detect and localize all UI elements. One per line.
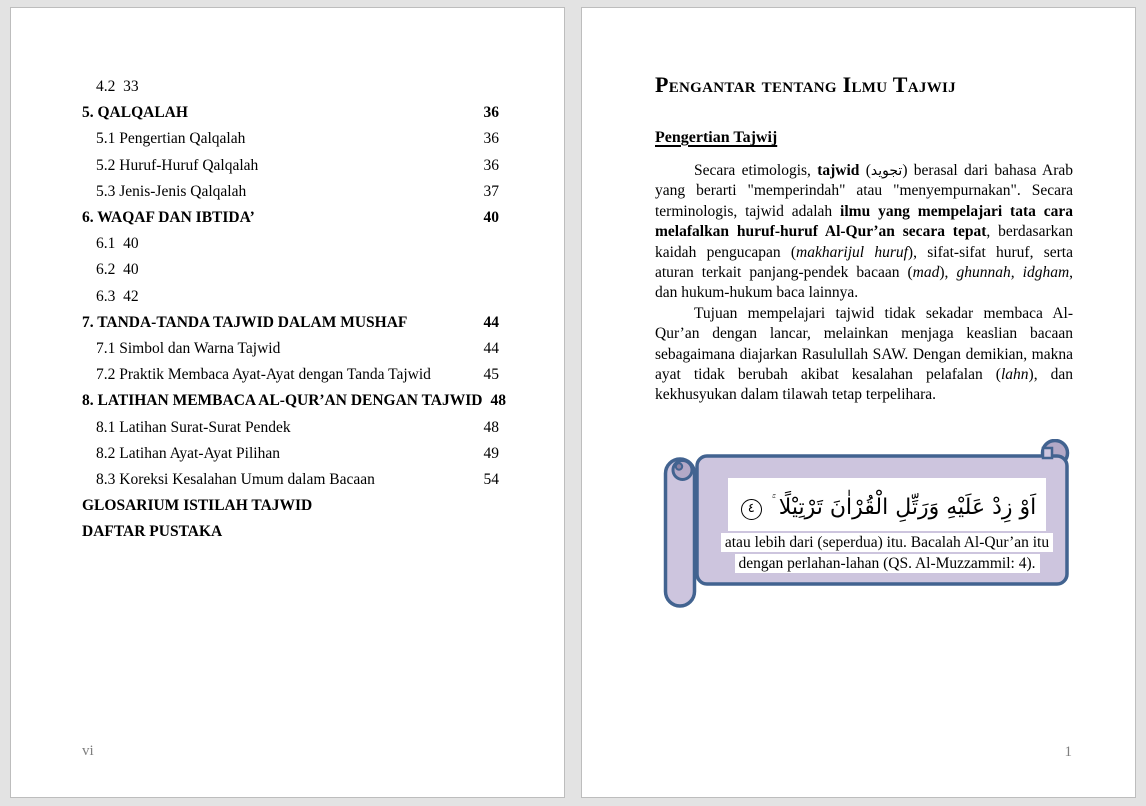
scroll-content: [705, 478, 1069, 573]
toc-entry-label: 5.1 Pengertian Qalqalah: [96, 130, 246, 148]
toc-entry: [82, 388, 506, 414]
toc-entry-label: 5. QALQALAH: [82, 104, 188, 122]
toc-entry-page: [491, 74, 499, 100]
text-run: ),: [939, 264, 957, 282]
toc-entry-label: 6. WAQAF DAN IBTIDA’: [82, 209, 255, 227]
chapter-text-column: [655, 72, 1073, 406]
toc-entry-label: DAFTAR PUSTAKA: [82, 523, 223, 541]
toc-entry-page: 36: [483, 104, 499, 122]
toc-entry: [82, 310, 499, 336]
scroll-left-roll-curl: [673, 461, 692, 480]
text-run: ) berasal dari bahasa Arab yang berarti "memperindah" atau "menyempurnakan". Secara terminologis, tajwid adalah: [655, 162, 1073, 220]
ayah-number-circle: ٤: [741, 499, 762, 520]
toc-list: [82, 74, 506, 546]
toc-entry-label: 7.2 Praktik Membaca Ayat-Ayat dengan Tanda Tajwid: [96, 366, 431, 384]
toc-entry-label: 6.2 40: [96, 261, 139, 279]
verse-translation-line-1: atau lebih dari (seperdua) itu. Bacalah Al-Qur’an itu: [705, 533, 1069, 552]
arabic-verse: [728, 478, 1047, 531]
toc-entry: [82, 441, 499, 467]
toc-entry-page: 48: [490, 392, 506, 410]
text-run: lahn: [1000, 366, 1029, 384]
toc-entry-page: 49: [483, 444, 499, 462]
toc-entry: [82, 205, 499, 231]
page-number-left: vi: [82, 743, 94, 759]
toc-entry-label: 8.3 Koreksi Kesalahan Umum dalam Bacaan: [96, 471, 375, 489]
toc-entry: [82, 153, 499, 179]
intro-paragraph-1: [655, 161, 1073, 304]
toc-entry-label: 8.1 Latihan Surat-Surat Pendek: [96, 418, 291, 436]
toc-entry: [82, 257, 499, 283]
toc-entry-page: 44: [483, 340, 499, 358]
text-run: Tujuan mempelajari tajwid tidak sekadar membaca Al-Qur’an dengan lancar, melainkan menjaga keaslian bacaan sebagaimana diajarkan Rasulullah SAW. Dengan demikian, makna ayat tidak berubah akibat kesalahan pelafalan (: [655, 304, 1073, 384]
toc-entry: [82, 415, 499, 441]
toc-entry-page: 45: [483, 366, 499, 384]
text-run: Secara etimologis,: [694, 162, 818, 179]
toc-entry-label: 7.1 Simbol dan Warna Tajwid: [96, 340, 281, 358]
toc-entry: [82, 100, 499, 126]
scroll-curl-notch: [1043, 448, 1052, 458]
toc-entry: [82, 467, 499, 493]
toc-entry-page: [491, 231, 499, 257]
text-run: ), dan kekhusyukan dalam tilawah tetap terpelihara.: [655, 366, 1073, 404]
toc-entry-page: [491, 284, 499, 310]
text-run: makharijul huruf: [796, 243, 908, 261]
scroll-left-roll-curl-hole: [676, 463, 682, 469]
toc-entry-label: 8. LATIHAN MEMBACA AL-QUR’AN DENGAN TAJWID: [82, 392, 483, 410]
toc-entry: [82, 179, 499, 205]
toc-entry: [82, 493, 499, 519]
toc-entry: [82, 362, 499, 388]
arabic-verse-text: اَوْ زِدْ عَلَيْهِ وَرَتِّلِ الْقُرْاٰنَ تَرْتِيْلًا: [778, 495, 1037, 520]
text-run: ), sifat-sifat huruf, serta aturan terkait panjang-pendek bacaan (: [655, 243, 1073, 282]
toc-entry-page: 36: [483, 156, 499, 174]
scroll-shape: [663, 439, 1071, 609]
chapter-title: Pengantar tentang Ilmu Tajwij: [655, 72, 956, 97]
scroll-left-roll: [666, 459, 695, 606]
toc-entry-label: 5.3 Jenis-Jenis Qalqalah: [96, 182, 247, 200]
toc-entry: [82, 336, 499, 362]
toc-entry-page: 48: [483, 418, 499, 436]
toc-entry-page: 54: [483, 471, 499, 489]
toc-entry: [82, 231, 499, 257]
toc-entry-page: 44: [483, 313, 499, 331]
toc-entry: [82, 284, 499, 310]
toc-entry-label: 6.3 42: [96, 287, 139, 305]
text-run: تجويد: [870, 163, 903, 179]
toc-entry: [82, 519, 499, 545]
toc-entry-label: 5.2 Huruf-Huruf Qalqalah: [96, 156, 259, 174]
toc-entry-page: [491, 519, 499, 545]
toc-entry-page: 40: [483, 209, 499, 227]
toc-entry-label: 8.2 Latihan Ayat-Ayat Pilihan: [96, 444, 280, 462]
section-heading: [655, 129, 1073, 147]
intro-paragraph-2: [655, 304, 1073, 406]
text-run: ilmu yang mempelajari tata cara melafalkan huruf-huruf Al-Qur’an secara tepat: [655, 202, 1073, 241]
text-run: ghunnah, idgham: [956, 264, 1070, 282]
section-heading-text: Pengertian Tajwij: [655, 129, 778, 146]
toc-entry-page: [491, 493, 499, 519]
toc-entry: [82, 126, 499, 152]
text-run: , berdasarkan kaidah pengucapan (: [655, 223, 1073, 261]
toc-entry-page: [491, 257, 499, 283]
toc-entry-label: GLOSARIUM ISTILAH TAJWID: [82, 497, 313, 515]
toc-entry-page: 37: [483, 182, 499, 200]
toc-entry-label: 6.1 40: [96, 235, 139, 253]
document-page-right[interactable]: [581, 7, 1136, 798]
verse-translation-line-2: dengan perlahan-lahan (QS. Al-Muzzammil: 4).: [705, 554, 1069, 573]
page-number-right: 1: [1064, 744, 1072, 760]
text-run: mad: [912, 264, 940, 282]
text-run: (: [859, 162, 871, 179]
text-run: , dan hukum-hukum baca lainnya.: [655, 264, 1074, 302]
toc-entry-label: 7. TANDA-TANDA TAJWID DALAM MUSHAF: [82, 313, 408, 331]
toc-entry-page: 36: [483, 130, 499, 148]
toc-entry-label: 4.2 33: [96, 78, 139, 95]
text-run: tajwid: [817, 162, 860, 179]
document-page-left[interactable]: [10, 7, 565, 798]
toc-entry: [82, 74, 499, 100]
